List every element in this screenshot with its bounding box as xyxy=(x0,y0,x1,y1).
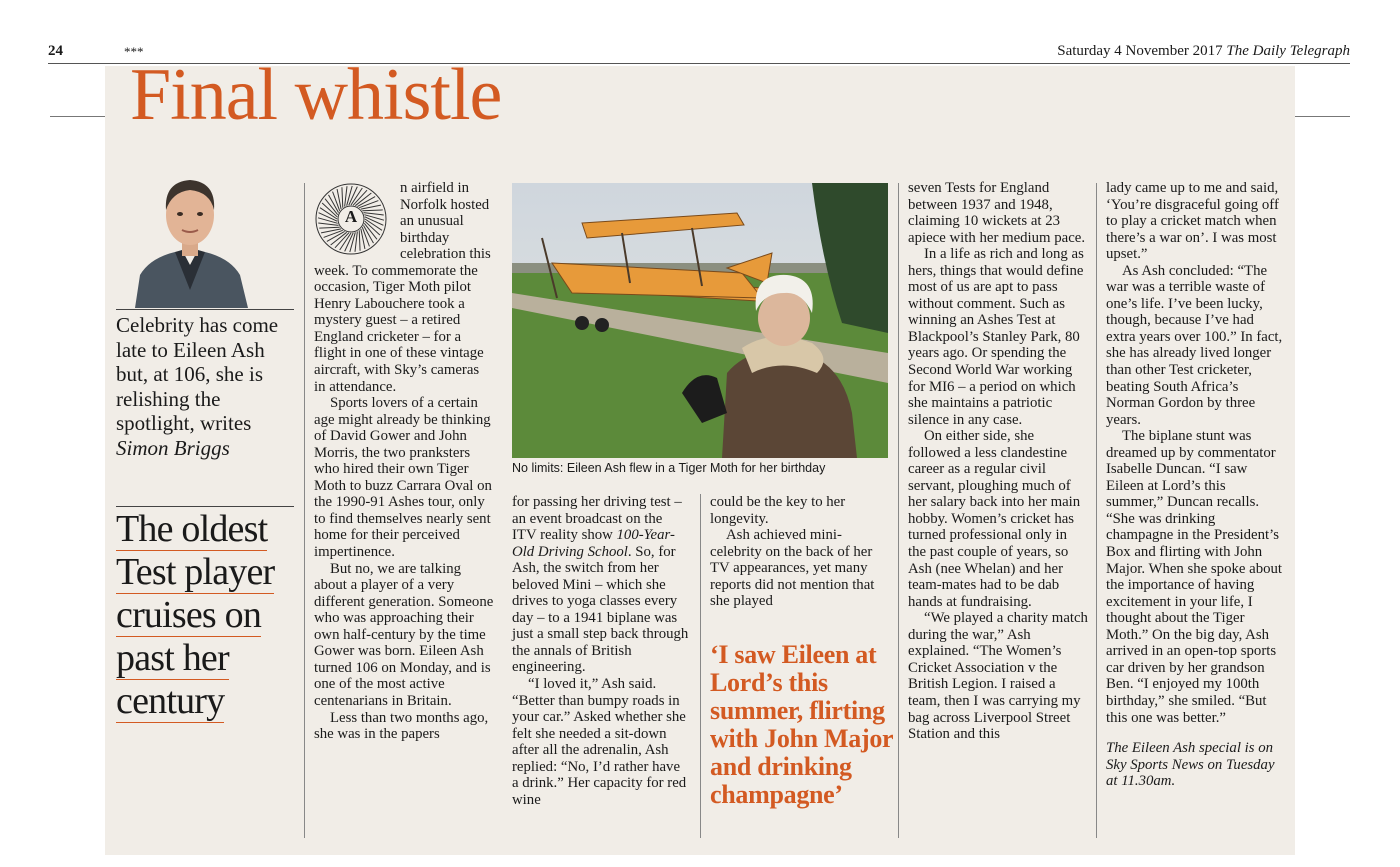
body-column-1 xyxy=(314,180,494,743)
body-paragraph: “I loved it,” Ash said. “Better than bumpy roads in your car.” Asked whether she felt she needed a sit-down after all the adrenalin, Ash replied: “No, I’d rather have a drink.” Her capacity for red wine xyxy=(512,676,687,808)
photo-caption: No limits: Eileen Ash flew in a Tiger Moth for her birthday xyxy=(512,461,826,475)
column-rule xyxy=(898,183,899,838)
body-paragraph: could be the key to her longevity. xyxy=(710,494,846,527)
body-paragraph: But no, we are talking about a player of a very different generation. Someone who was approaching their own half-century by the time Gower was born. Eileen Ash turned 106 on Monday, and is one of the most active centenarians in Britain. xyxy=(314,560,494,709)
body-text: . So, for Ash, the switch from her beloved Mini – which she drives to yoga classes every day – to a 1941 biplane was just a small step back through the annals of British engineering. xyxy=(512,543,689,676)
author-rule xyxy=(116,309,294,310)
standfirst-text: Celebrity has come late to Eileen Ash but, at 106, she is relishing the spotlight, writes xyxy=(116,313,279,435)
body-paragraph: Less than two months ago, she was in the papers xyxy=(314,709,489,743)
pull-quote: ‘I saw Eileen at Lord’s this summer, flirting with John Major and drinking champagne’ xyxy=(710,640,893,809)
dropcap xyxy=(314,182,394,254)
headline-line: Test player xyxy=(116,551,275,593)
right-decorative-rule xyxy=(1295,116,1350,117)
body-paragraph xyxy=(512,494,690,676)
main-photo-tiger-moth xyxy=(512,183,888,458)
broadcast-credit: The Eileen Ash special is on Sky Sports News on Tuesday at 11.30am. xyxy=(1106,740,1275,790)
headline-line: cruises on xyxy=(116,594,262,636)
column-rule xyxy=(304,183,305,838)
dropcap-letter: A xyxy=(344,207,358,226)
body-paragraph: In a life as rich and long as hers, things that would define most of us are apt to pass without comment. Such as winning an Ashes Test at Blackpool’s Stanley Park, 80 years ago. Or spending the Second World War working for MI6 – a period on which she maintains a patriotic silence in any case. xyxy=(908,246,1084,428)
left-decorative-rule xyxy=(50,116,105,117)
headline-line: The oldest xyxy=(116,508,268,550)
body-paragraph: Sports lovers of a certain age might already be thinking of David Gower and John Morris, the two pranksters who hired their own Tiger Moth to buzz Carrara Oval on the 1990-91 Ashes tour, only to find themselves nearly sent home for their perceived impertinence. xyxy=(314,395,492,561)
standfirst xyxy=(116,313,301,460)
byline: Simon Briggs xyxy=(116,435,230,460)
body-column-4 xyxy=(908,180,1088,743)
body-column-5 xyxy=(1106,180,1286,790)
newspaper-name: The Daily Telegraph xyxy=(1226,43,1350,59)
body-paragraph: “We played a charity match during the war,” Ash explained. “The Women’s Cricket Association v the British Legion. I raised a team, then I was carrying my bag across Liverpool Street Station and this xyxy=(908,610,1088,743)
page-number: 24 xyxy=(48,43,63,59)
issue-date: Saturday 4 November 2017 xyxy=(1057,43,1223,59)
body-paragraph: seven Tests for England between 1937 and 1948, claiming 10 wickets at 23 apiece with her medium pace. xyxy=(908,180,1086,246)
dateline xyxy=(1057,43,1350,60)
headline-line: century xyxy=(116,680,225,722)
headline-rule xyxy=(116,506,294,507)
section-ornament: *** xyxy=(124,44,144,59)
body-paragraph: lady came up to me and said, ‘You’re disgraceful going off to play a cricket match when there’s a war on’. I was most upset.” xyxy=(1106,180,1279,263)
body-column-2 xyxy=(512,494,690,808)
headline-line: past her xyxy=(116,637,229,679)
body-text: for passing her driving test – an event broadcast on the ITV reality show xyxy=(512,494,682,544)
body-paragraph: As Ash concluded: “The war was a terrible waste of one’s life. I’ve been lucky, though, because I’ve had extra years over 100.” In fact, she has already lived longer than other Test cricketer, beating South Africa’s Norman Gordon by three years. xyxy=(1106,262,1283,428)
body-paragraph: On either side, she followed a less clandestine career as a regular civil servant, ploughing much of her salary back into her main hobby. Women’s cricket has turned professional only in the past couple of years, so Ash (nee Whelan) and her team-mates had to be dab hands at fundraising. xyxy=(908,428,1081,610)
body-paragraph: n airfield in Norfolk hosted an unusual birthday celebration this week. To commemorate the occasion, Tiger Moth pilot Henry Labouchere took a mystery guest – a retired England cricketer – for a flight in one of these vintage aircraft, with Sky’s cameras in attendance. xyxy=(314,180,491,395)
column-rule xyxy=(700,494,701,838)
headline xyxy=(116,508,301,723)
body-paragraph: The biplane stunt was dreamed up by commentator Isabelle Duncan. “I saw Eileen at Lord’s this summer,” Duncan recalls. “She was drinking champagne in the President’s Box and flirting with John Major. When she spoke about the importance of having excitement in your life, I thought about the Tiger Moth.” On the big day, Ash arrived in an open-top sports car driven by her grandson Ben. “I enjoyed my 100th birthday,” she smiled. “But this one was better.” xyxy=(1106,428,1283,726)
section-kicker: Final whistle xyxy=(130,54,502,136)
body-paragraph: Ash achieved mini-celebrity on the back of her TV appearances, yet many reports did not mention that she played xyxy=(710,527,875,610)
author-photo xyxy=(130,170,250,308)
show-title: 100-Year-Old Driving School xyxy=(512,527,675,560)
column-rule xyxy=(1096,183,1097,838)
body-column-3 xyxy=(710,494,890,610)
